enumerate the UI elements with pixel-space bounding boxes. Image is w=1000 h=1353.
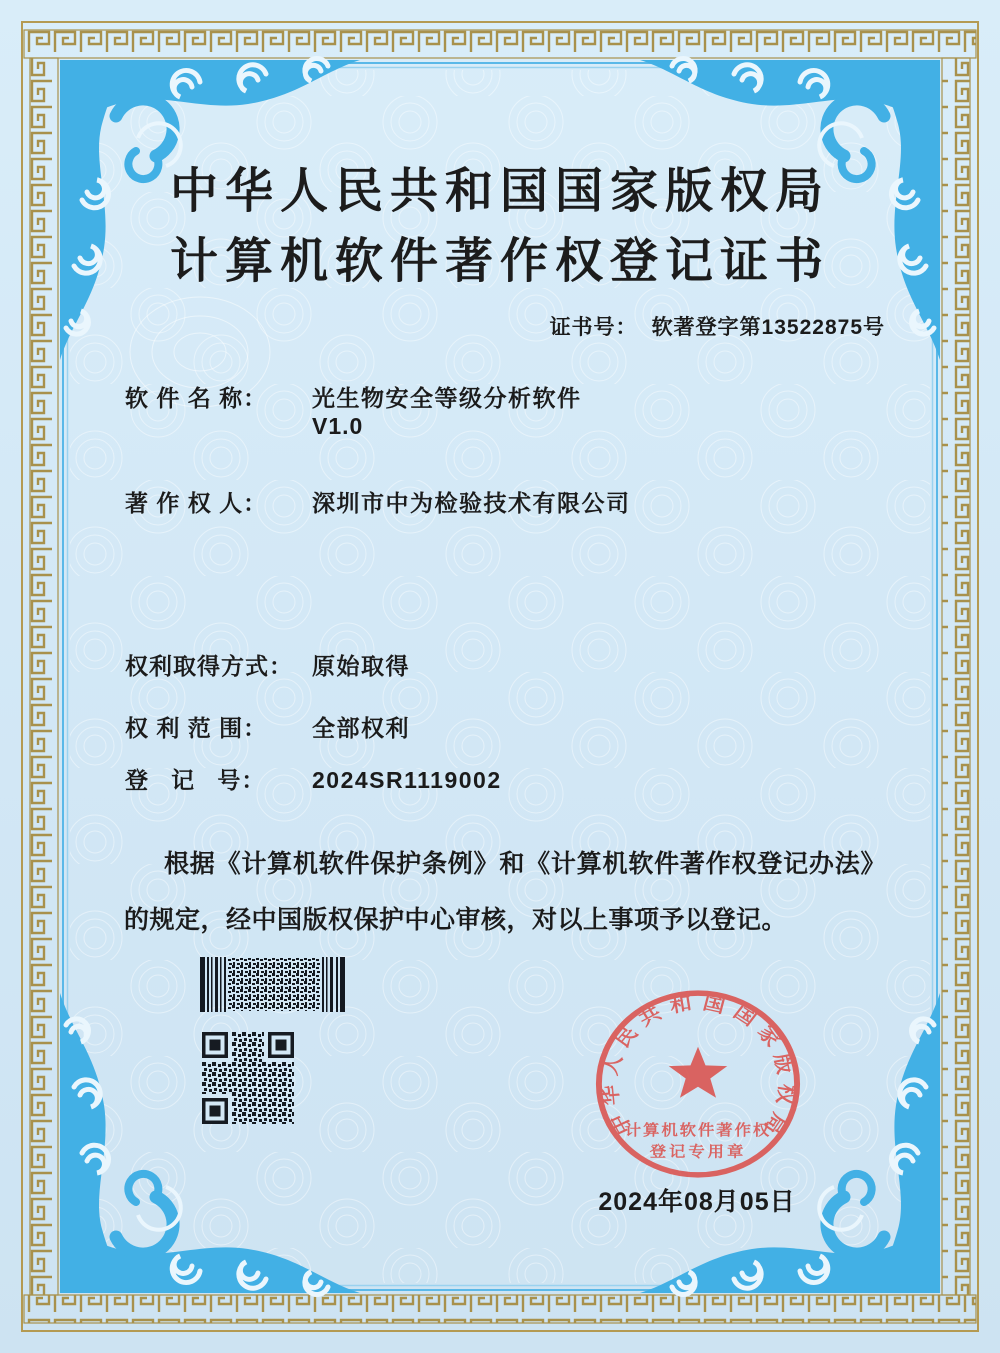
issue-date: 2024年08月05日 [598,1188,796,1216]
certificate-title-line2: 计算机软件著作权登记证书 [169,235,830,288]
registration-statement: 根据《计算机软件保护条例》和《计算机软件著作权登记办法》的规定，经中国版权保护中心审核，对以上事项予以登记。 [124,850,886,934]
acquisition-method-value: 原始取得 [312,653,410,679]
copyright-owner-value: 深圳市中为检验技术有限公司 [312,490,631,516]
rights-scope-label: 权 利 范 围： [125,715,268,741]
field-row-acquisition-method [125,653,410,681]
field-row-registration-number [125,767,502,795]
acquisition-method-label: 权利取得方式： [125,653,293,679]
copyright-owner-label: 著 作 权 人： [125,490,268,516]
registration-number-label: 登 记 号： [125,767,266,793]
barcode-icon [200,957,347,1012]
certificate-number-row [550,311,885,341]
certificate-number-value: 软著登字第13522875号 [651,316,885,339]
seal-inner-text-line2: 登记专用章 [649,1144,747,1161]
software-name-label: 软 件 名 称： [125,385,268,411]
qr-code-icon [202,1032,294,1124]
official-seal [589,984,807,1184]
field-row-rights-scope [125,715,410,743]
rights-scope-value: 全部权利 [312,715,410,741]
software-version-line: V1.0 [312,413,364,439]
field-row-copyright-owner [125,490,631,518]
software-name-value: 光生物安全等级分析软件 [312,385,582,411]
seal-inner-text-line1: 计算机软件著作权 [624,1122,772,1139]
certificate-title-line1: 中华人民共和国国家版权局 [169,165,830,218]
field-row-software-name [125,385,582,413]
certificate-number-label: 证书号： [549,316,638,339]
seal-ring-text: 中华人民共和国国家版权局 [597,991,800,1145]
registration-number-value: 2024SR1119002 [312,767,502,793]
seal-star-icon [669,1047,727,1098]
